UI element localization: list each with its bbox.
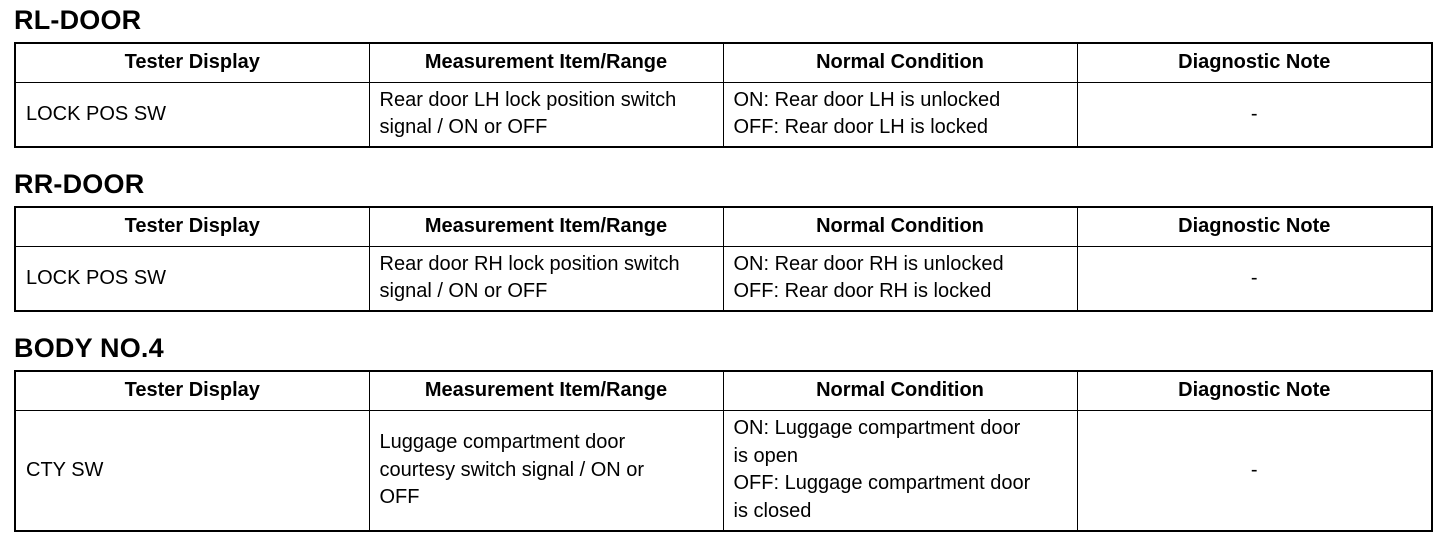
normal-condition-cell [723,247,1077,311]
header-diagnostic-note: Diagnostic Note [1077,207,1432,247]
tester-display-cell: LOCK POS SW [15,247,369,311]
condition-line: OFF: Rear door RH is locked [733,280,992,303]
header-measurement: Measurement Item/Range [369,43,723,83]
diagnostic-note-cell: - [1077,411,1432,531]
condition-line: is closed [733,499,812,522]
condition-line: is open [733,444,798,467]
table-row [15,83,1432,147]
diagnostic-note-cell: - [1077,83,1432,147]
header-row [15,43,1432,83]
header-normal-condition: Normal Condition [723,43,1077,83]
tester-display-cell: CTY SW [15,411,369,531]
data-table [14,206,1433,312]
normal-condition-cell [723,83,1077,147]
condition-line: OFF: Luggage compartment door [733,472,1031,495]
header-normal-condition: Normal Condition [723,207,1077,247]
header-measurement: Measurement Item/Range [369,207,723,247]
table-row [15,247,1432,311]
section-title: RR-DOOR [14,169,145,199]
section-rl-door [14,4,1431,148]
measurement-line: OFF [379,486,420,508]
tester-display-cell: LOCK POS SW [15,83,369,147]
condition-line: ON: Rear door LH is unlocked [733,88,1001,111]
header-diagnostic-note: Diagnostic Note [1077,43,1432,83]
header-row [15,371,1432,411]
section-rr-door [14,168,1431,312]
measurement-cell [369,411,723,531]
section-title: RL-DOOR [14,5,142,35]
measurement-line: Rear door LH lock position switch [379,88,677,111]
header-tester-display: Tester Display [15,371,369,411]
data-table [14,370,1433,532]
header-row [15,207,1432,247]
data-table [14,42,1433,148]
measurement-cell [369,247,723,311]
normal-condition-cell [723,411,1077,531]
header-normal-condition: Normal Condition [723,371,1077,411]
measurement-cell [369,83,723,147]
measurement-line: Luggage compartment door [379,431,626,453]
diagnostic-note-cell: - [1077,247,1432,311]
measurement-line: courtesy switch signal / ON or [379,458,645,481]
measurement-line: signal / ON or OFF [379,116,548,139]
header-diagnostic-note: Diagnostic Note [1077,371,1432,411]
header-tester-display: Tester Display [15,207,369,247]
table-row [15,411,1432,531]
condition-line: ON: Luggage compartment door [733,417,1021,440]
header-measurement: Measurement Item/Range [369,371,723,411]
section-title: BODY NO.4 [14,333,164,363]
condition-line: ON: Rear door RH is unlocked [733,252,1004,275]
header-tester-display: Tester Display [15,43,369,83]
measurement-line: signal / ON or OFF [379,280,548,303]
measurement-line: Rear door RH lock position switch [379,252,680,275]
condition-line: OFF: Rear door LH is locked [733,116,989,139]
section-body-no4 [14,332,1431,532]
